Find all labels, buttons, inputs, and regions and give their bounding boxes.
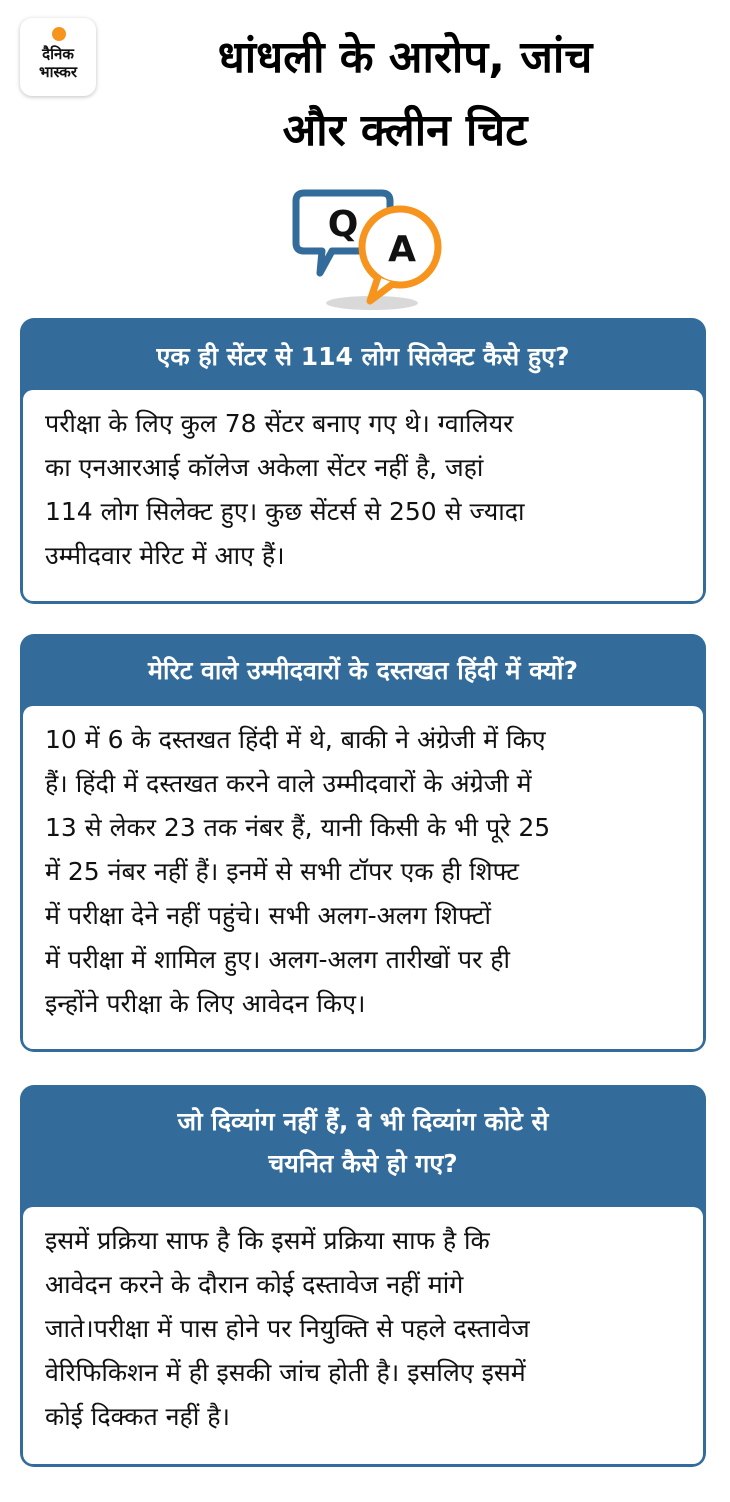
answer-line: 13 से लेकर 23 तक नंबर हैं, यानी किसी के भी पूरे 25: [45, 813, 551, 842]
page-title-line1: धांधली के आरोप, जांच: [217, 32, 593, 83]
qa-card-3: [20, 1085, 706, 1467]
answer-line: हैं। हिंदी में दस्तखत करने वाले उम्मीदवारों के अंग्रेजी में: [45, 769, 532, 798]
dainik-bhaskar-logo[interactable]: [20, 18, 96, 96]
logo-text-line2: भास्कर: [39, 63, 77, 81]
qa-card-1: [20, 318, 706, 604]
qa-speech-bubbles-icon: [290, 185, 450, 315]
answer-bubble-icon: [362, 209, 438, 301]
answer-line: 114 लोग सिलेक्ट हुए। कुछ सेंटर्स से 250 से ज्यादा: [45, 497, 525, 526]
logo-text-line1: दैनिक: [42, 45, 74, 63]
answer-line: उम्मीदवार मेरिट में आए हैं।: [45, 541, 285, 570]
page-title-line2: और क्लीन चिट: [282, 105, 528, 156]
answer-line: 10 में 6 के दस्तखत हिंदी में थे, बाकी ने अंग्रेजी में किए: [45, 725, 546, 754]
q-letter: Q: [327, 204, 359, 245]
a-letter: A: [388, 229, 416, 270]
answer-line: का एनआरआई कॉलेज अकेला सेंटर नहीं है, जहां: [45, 453, 484, 482]
answer-line: परीक्षा के लिए कुल 78 सेंटर बनाए गए थे। ग्वालियर: [45, 409, 514, 438]
answer-line: इसमें प्रक्रिया साफ है कि इसमें प्रक्रिया साफ है कि: [45, 1226, 490, 1255]
answer-line: आवेदन करने के दौरान कोई दस्तावेज नहीं मांगे: [45, 1270, 464, 1299]
question-heading: एक ही सेंटर से 114 लोग सिलेक्ट कैसे हुए?: [156, 342, 570, 371]
sun-icon: [52, 27, 66, 41]
answer-line: जाते।परीक्षा में पास होने पर नियुक्ति से पहले दस्तावेज: [45, 1314, 530, 1343]
answer-line: में परीक्षा देने नहीं पहुंचे। सभी अलग-अलग शिफ्टों: [45, 901, 491, 930]
question-heading: [20, 1085, 706, 1207]
answer-line: में 25 नंबर नहीं हैं। इनमें से सभी टॉपर एक ही शिफ्ट: [45, 857, 519, 886]
answer-box: [23, 1207, 703, 1464]
answer-line: कोई दिक्कत नहीं है।: [45, 1402, 230, 1431]
question-line: चयनित कैसे हो गए?: [268, 1149, 458, 1178]
qa-card-2: [20, 634, 706, 1052]
answer-box: [23, 706, 703, 1049]
answer-line: में परीक्षा में शामिल हुए। अलग-अलग तारीखों पर ही: [45, 945, 510, 974]
question-heading: मेरिट वाले उम्मीदवारों के दस्तखत हिंदी में क्यों?: [148, 656, 578, 685]
question-line: जो दिव्यांग नहीं हैं, वे भी दिव्यांग कोटे से: [177, 1107, 549, 1136]
answer-box: [23, 390, 703, 601]
answer-line: वेरिफिकिशन में ही इसकी जांच होती है। इसलिए इसमें: [45, 1358, 526, 1387]
answer-line: इन्होंने परीक्षा के लिए आवेदन किए।: [45, 989, 366, 1018]
